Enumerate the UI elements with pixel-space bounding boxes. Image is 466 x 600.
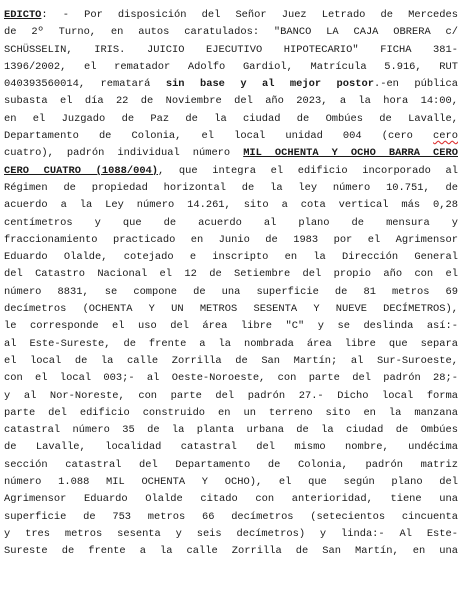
- text-line: [4, 336, 458, 353]
- text-line: [4, 491, 458, 508]
- text-segment: SCHÜSSELIN, IRIS. JUICIO EJECUTIVO HIPOTECARIO" FICHA 381-: [4, 43, 458, 56]
- text-line: [4, 388, 458, 405]
- text-segment: centímetros y que de acuerdo al plano de mensura y: [4, 216, 458, 229]
- text-line: [4, 180, 458, 197]
- text-segment: fraccionamiento practicado en Junio de 1983 por el Agrimensor: [4, 233, 458, 246]
- text-line: [4, 163, 458, 180]
- text-line: [4, 439, 458, 456]
- text-line: [4, 526, 458, 543]
- text-line: [4, 405, 458, 422]
- text-segment: cero: [433, 130, 458, 143]
- text-segment: número 1.088 MIL OCHENTA Y OCHO), el que según plano del: [4, 476, 458, 489]
- text-line: [4, 301, 458, 318]
- text-segment: y al Nor-Noreste, con parte del padrón 27.- Dicho local forma: [4, 389, 458, 402]
- text-segment: decímetros (OCHENTA Y UN METROS SESENTA Y NUEVE DECÍMETROS),: [4, 303, 458, 316]
- text-segment: MIL OCHENTA Y OCHO BARRA CERO: [243, 147, 458, 160]
- text-segment: 040393560014, rematará: [4, 78, 166, 91]
- text-line: [4, 111, 458, 128]
- edict-document: [4, 7, 458, 561]
- text-segment: CERO CUATRO (1088/004): [4, 164, 159, 177]
- text-line: [4, 509, 458, 526]
- text-segment: en el Juzgado de Paz de la ciudad de Ombúes de Lavalle,: [4, 112, 458, 125]
- text-line: [4, 474, 458, 491]
- text-segment: EDICTO: [4, 9, 42, 21]
- text-segment: Sureste de frente a la calle Zorrilla de San Martín, en una: [4, 545, 458, 558]
- text-line: [4, 249, 458, 266]
- text-segment: del Catastro Nacional el 12 de Setiembre del propio año con el: [4, 268, 458, 281]
- text-segment: sin base y al mejor postor: [165, 78, 374, 91]
- text-line: [4, 457, 458, 474]
- text-line: [4, 145, 458, 162]
- text-segment: le corresponde el uso del área libre "C" y se deslinda así:-: [4, 320, 458, 333]
- text-line: [4, 93, 458, 110]
- text-segment: de 2º Turno, en autos caratulados: "BANCO LA CAJA OBRERA c/: [4, 26, 458, 39]
- text-line: [4, 422, 458, 439]
- text-line: [4, 232, 458, 249]
- text-segment: superficie de 753 metros 66 decímetros (setecientos cincuenta: [4, 510, 458, 523]
- text-line: [4, 197, 458, 214]
- text-segment: y tres metros sesenta y seis decímetros) y linda:- Al Este-: [4, 527, 458, 540]
- text-line: [4, 284, 458, 301]
- text-segment: número 8831, se compone de una superficie de 81 metros 69: [4, 285, 458, 298]
- text-segment: Agrimensor Eduardo Olalde citado con anterioridad, tiene una: [4, 493, 458, 506]
- text-line: [4, 42, 458, 59]
- text-line: [4, 128, 458, 145]
- text-line: [4, 266, 458, 283]
- text-line: [4, 318, 458, 335]
- text-segment: acuerdo a la Ley número 14.261, sito a cota vertical más 0,28: [4, 199, 458, 212]
- text-segment: 1396/2002, el rematador Adolfo Gardiol, Matrícula 5.916, RUT: [4, 60, 458, 73]
- text-segment: catastral número 35 de la planta urbana de la ciudad de Ombúes: [4, 424, 458, 437]
- text-segment: sección catastral del Departamento de Colonia, padrón matriz: [4, 458, 458, 471]
- text-segment: subasta el día 22 de Noviembre del año 2023, a la hora 14:00,: [4, 95, 458, 108]
- text-segment: Departamento de Colonia, el local unidad 004 (cero: [4, 130, 434, 143]
- text-line: [4, 543, 458, 560]
- text-line: [4, 370, 458, 387]
- text-line: [4, 76, 458, 93]
- text-segment: con el local 003;- al Oeste-Noroeste, con parte del padrón 28;-: [4, 372, 458, 385]
- text-segment: Eduardo Olalde, cotejado e inscripto en la Dirección General: [4, 251, 458, 264]
- text-segment: de Lavalle, localidad catastral del mismo nombre, undécima: [4, 441, 458, 454]
- text-line: [4, 353, 458, 370]
- text-segment: , que integra el edificio incorporado al: [158, 164, 458, 177]
- text-line: [4, 7, 458, 24]
- text-line: [4, 59, 458, 76]
- text-segment: parte del edificio construido en un terreno sito en la manzana: [4, 406, 458, 419]
- text-segment: : - Por disposición del Señor Juez Letrado de Mercedes: [41, 9, 458, 21]
- text-segment: Régimen de propiedad horizontal de la ley número 10.751, de: [4, 181, 458, 194]
- text-line: [4, 215, 458, 232]
- text-segment: cuatro), padrón individual número: [4, 147, 244, 160]
- text-segment: el local de la calle Zorrilla de San Martín; al Sur-Suroeste,: [4, 354, 458, 367]
- text-segment: .-en pública: [373, 78, 458, 91]
- text-segment: al Este-Sureste, de frente a la nombrada área libre que separa: [4, 337, 458, 350]
- text-line: [4, 24, 458, 41]
